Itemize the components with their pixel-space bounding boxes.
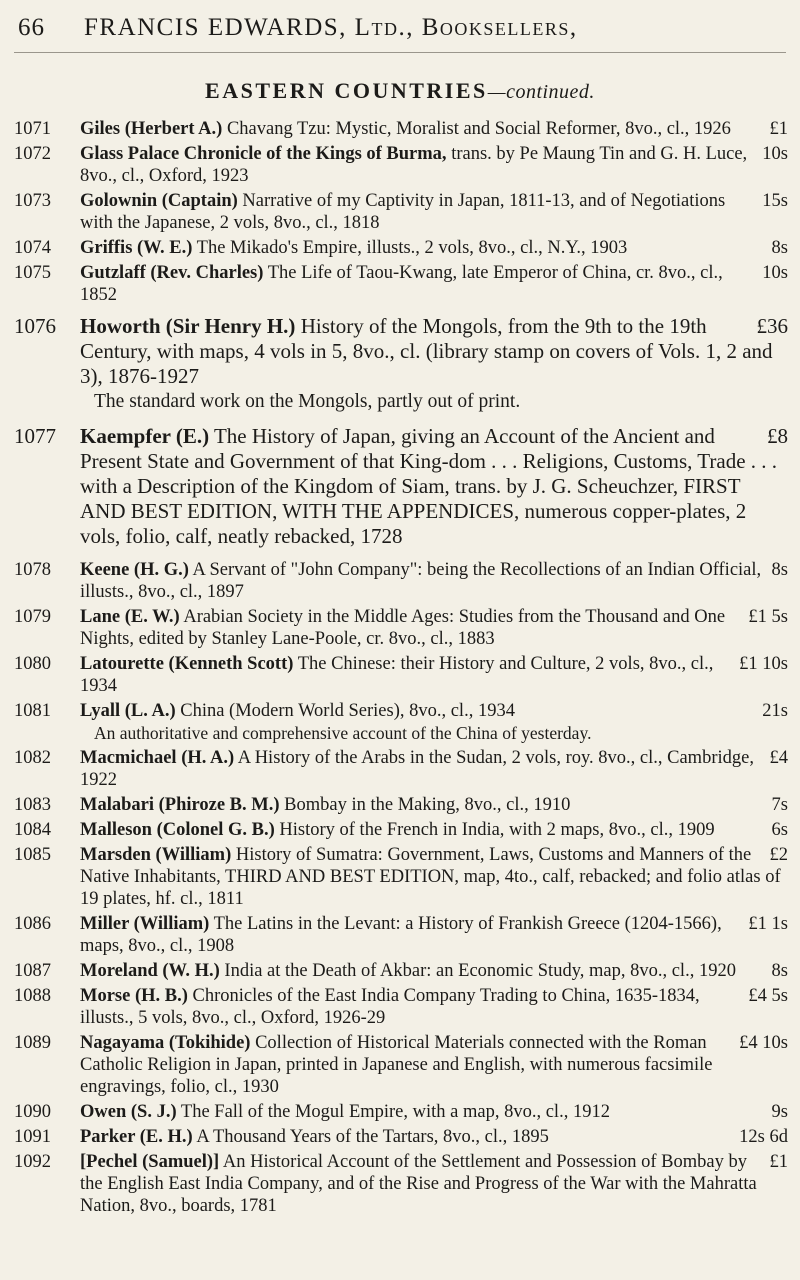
running-head: FRANCIS EDWARDS, Ltd., Booksellers, bbox=[84, 14, 578, 41]
entry-price: 21s bbox=[762, 701, 788, 721]
entry-description: trans. by Pe Maung Tin and G. H. Luce, 8vo., cl., Oxford, 1923 bbox=[80, 144, 748, 186]
section-title-text: EASTERN COUNTRIES bbox=[205, 78, 488, 103]
entry-author: Griffis (W. E.) bbox=[80, 238, 193, 258]
entry-number: 1084 bbox=[14, 820, 51, 840]
section-title bbox=[0, 78, 800, 104]
entry-author: Lyall (L. A.) bbox=[80, 701, 176, 721]
catalogue-entry bbox=[14, 794, 788, 816]
entry-author: Macmichael (H. A.) bbox=[80, 748, 235, 768]
entry-description: Bombay in the Making, 8vo., cl., 1910 bbox=[284, 795, 571, 815]
entry-number: 1087 bbox=[14, 961, 51, 981]
entry-price: 8s bbox=[771, 961, 788, 981]
catalogue-entry bbox=[14, 985, 788, 1029]
entry-description: Chronicles of the East India Company Trading to China, 1635-1834, illusts., 5 vols, 8vo., cl., Oxford, 1926-29 bbox=[80, 986, 700, 1028]
catalogue-entry bbox=[14, 747, 788, 791]
catalogue-entry bbox=[14, 606, 788, 650]
entry-description: A Thousand Years of the Tartars, 8vo., cl., 1895 bbox=[196, 1127, 549, 1147]
entry-number: 1091 bbox=[14, 1127, 51, 1147]
entry-price: £8 bbox=[767, 424, 788, 448]
entry-description: History of the Mongols, from the 9th to the 19th Century, with maps, 4 vols in 5, 8vo., cl. (library stamp on covers of Vols. 1, 2 and 3), 1876-1927 bbox=[80, 314, 773, 388]
entry-description: Collection of Historical Materials connected with the Roman Catholic Religion in Japan, printed in Japanese and English, with numerous facsimile engravings, folio, cl., 1930 bbox=[80, 1033, 713, 1097]
catalogue-entry bbox=[14, 960, 788, 982]
catalogue-entry bbox=[14, 314, 788, 414]
entry-author: Marsden (William) bbox=[80, 845, 232, 865]
entry-number: 1075 bbox=[14, 263, 51, 283]
catalogue-entry bbox=[14, 559, 788, 603]
catalogue-entry bbox=[14, 190, 788, 234]
entry-number: 1090 bbox=[14, 1102, 51, 1122]
entry-author: Howorth (Sir Henry H.) bbox=[80, 314, 296, 338]
entry-author: Keene (H. G.) bbox=[80, 560, 189, 580]
header-rule bbox=[14, 52, 786, 53]
entry-price: £1 10s bbox=[739, 654, 788, 674]
entry-number: 1071 bbox=[14, 119, 51, 139]
entry-author: Miller (William) bbox=[80, 914, 210, 934]
entry-number: 1083 bbox=[14, 795, 51, 815]
entry-description: A History of the Arabs in the Sudan, 2 vols, roy. 8vo., cl., Cambridge, 1922 bbox=[80, 748, 754, 790]
entry-note: The standard work on the Mongols, partly out of print. bbox=[94, 391, 521, 412]
entry-number: 1079 bbox=[14, 607, 51, 627]
entry-description: The Chinese: their History and Culture, 2 vols, 8vo., cl., 1934 bbox=[80, 654, 714, 696]
entry-number: 1088 bbox=[14, 986, 51, 1006]
entry-price: 9s bbox=[771, 1102, 788, 1122]
catalogue-entry bbox=[14, 653, 788, 697]
entry-author: Glass Palace Chronicle of the Kings of Burma, bbox=[80, 144, 447, 164]
entry-number: 1073 bbox=[14, 191, 51, 211]
entry-author: Golownin (Captain) bbox=[80, 191, 238, 211]
entry-author: Parker (E. H.) bbox=[80, 1127, 193, 1147]
entry-description: A Servant of "John Company": being the Recollections of an Indian Official, illusts., 8vo., cl., 1897 bbox=[80, 560, 762, 602]
entry-price: £1 1s bbox=[748, 914, 788, 934]
entry-description: An Historical Account of the Settlement and Possession of Bombay by the English East India Company, and of the Rise and Progress of the War with the Mahratta Nation, 8vo., boards, 1781 bbox=[80, 1152, 757, 1216]
entry-price: 15s bbox=[762, 191, 788, 211]
catalogue-entry bbox=[14, 819, 788, 841]
entry-author: Moreland (W. H.) bbox=[80, 961, 220, 981]
entry-list bbox=[14, 118, 788, 1220]
entry-author: Giles (Herbert A.) bbox=[80, 119, 223, 139]
catalogue-entry bbox=[14, 913, 788, 957]
entry-author: Gutzlaff (Rev. Charles) bbox=[80, 263, 264, 283]
entry-price: 7s bbox=[771, 795, 788, 815]
catalogue-entry bbox=[14, 1032, 788, 1098]
entry-number: 1077 bbox=[14, 424, 56, 448]
entry-price: £4 bbox=[769, 748, 788, 768]
section-continued: —continued. bbox=[487, 81, 595, 103]
entry-description: The Fall of the Mogul Empire, with a map, 8vo., cl., 1912 bbox=[180, 1102, 610, 1122]
entry-description: History of the French in India, with 2 maps, 8vo., cl., 1909 bbox=[279, 820, 715, 840]
entry-description: China (Modern World Series), 8vo., cl., 1934 bbox=[180, 701, 515, 721]
entry-author: Owen (S. J.) bbox=[80, 1102, 177, 1122]
catalogue-entry bbox=[14, 424, 788, 549]
entry-description: Chavang Tzu: Mystic, Moralist and Social Reformer, 8vo., cl., 1926 bbox=[226, 119, 731, 139]
catalogue-entry bbox=[14, 1101, 788, 1123]
entry-number: 1082 bbox=[14, 748, 51, 768]
catalogue-entry bbox=[14, 844, 788, 910]
entry-price: £1 5s bbox=[748, 607, 788, 627]
catalogue-entry bbox=[14, 700, 788, 744]
entry-description: Arabian Society in the Middle Ages: Studies from the Thousand and One Nights, edited by Stanley Lane-Poole, cr. 8vo., cl., 1883 bbox=[80, 607, 726, 649]
entry-price: 8s bbox=[771, 560, 788, 580]
entry-description: The History of Japan, giving an Account of the Ancient and Present State and Government of that King-dom . . . Religions, Customs, Trade . . . with a Description of the Kingdom of Siam, trans. by J. G. Scheuchzer, FIRST AND BEST EDITION, WITH THE APPENDICES, numerous copper-plates, 2 vols, folio, calf, neatly rebacked, 1728 bbox=[80, 424, 778, 548]
entry-number: 1072 bbox=[14, 144, 51, 164]
entry-number: 1089 bbox=[14, 1033, 51, 1053]
entry-author: Nagayama (Tokihide) bbox=[80, 1033, 251, 1053]
entry-price: £4 10s bbox=[739, 1033, 788, 1053]
entry-number: 1076 bbox=[14, 314, 56, 338]
entry-price: £1 bbox=[769, 1152, 788, 1172]
entry-author: [Pechel (Samuel)] bbox=[80, 1152, 220, 1172]
entry-price: £1 bbox=[769, 119, 788, 139]
entry-number: 1086 bbox=[14, 914, 51, 934]
entry-author: Latourette (Kenneth Scott) bbox=[80, 654, 294, 674]
entry-price: 6s bbox=[771, 820, 788, 840]
catalogue-entry bbox=[14, 1126, 788, 1148]
entry-number: 1074 bbox=[14, 238, 51, 258]
entry-description: The Life of Taou-Kwang, late Emperor of China, cr. 8vo., cl., 1852 bbox=[80, 263, 723, 305]
entry-author: Morse (H. B.) bbox=[80, 986, 188, 1006]
entry-number: 1081 bbox=[14, 701, 51, 721]
entry-author: Malleson (Colonel G. B.) bbox=[80, 820, 275, 840]
entry-number: 1080 bbox=[14, 654, 51, 674]
catalogue-entry bbox=[14, 1151, 788, 1217]
entry-description: The Latins in the Levant: a History of Frankish Greece (1204-1566), maps, 8vo., cl., 1908 bbox=[80, 914, 722, 956]
entry-number: 1092 bbox=[14, 1152, 51, 1172]
entry-author: Lane (E. W.) bbox=[80, 607, 180, 627]
entry-description: Narrative of my Captivity in Japan, 1811-13, and of Negotiations with the Japanese, 2 vols, 8vo., cl., 1818 bbox=[80, 191, 726, 233]
page-header bbox=[18, 14, 786, 42]
entry-price: 8s bbox=[771, 238, 788, 258]
entry-price: £4 5s bbox=[748, 986, 788, 1006]
entry-number: 1078 bbox=[14, 560, 51, 580]
entry-author: Kaempfer (E.) bbox=[80, 424, 210, 448]
entry-price: £2 bbox=[769, 845, 788, 865]
catalogue-entry bbox=[14, 118, 788, 140]
entry-description: India at the Death of Akbar: an Economic Study, map, 8vo., cl., 1920 bbox=[224, 961, 736, 981]
entry-note: An authoritative and comprehensive account of the China of yesterday. bbox=[94, 723, 592, 743]
entry-price: £36 bbox=[756, 314, 788, 338]
entry-price: 12s 6d bbox=[739, 1127, 788, 1147]
entry-description: The Mikado's Empire, illusts., 2 vols, 8vo., cl., N.Y., 1903 bbox=[196, 238, 628, 258]
entry-number: 1085 bbox=[14, 845, 51, 865]
catalogue-entry bbox=[14, 237, 788, 259]
entry-author: Malabari (Phiroze B. M.) bbox=[80, 795, 280, 815]
entry-price: 10s bbox=[762, 144, 788, 164]
page-number: 66 bbox=[18, 14, 45, 41]
catalogue-entry bbox=[14, 262, 788, 306]
catalogue-entry bbox=[14, 143, 788, 187]
entry-price: 10s bbox=[762, 263, 788, 283]
entry-description: History of Sumatra: Government, Laws, Customs and Manners of the Native Inhabitants, THIRD AND BEST EDITION, map, 4to., calf, rebacked; and folio atlas of 19 plates, hf. cl., 1811 bbox=[80, 845, 781, 909]
